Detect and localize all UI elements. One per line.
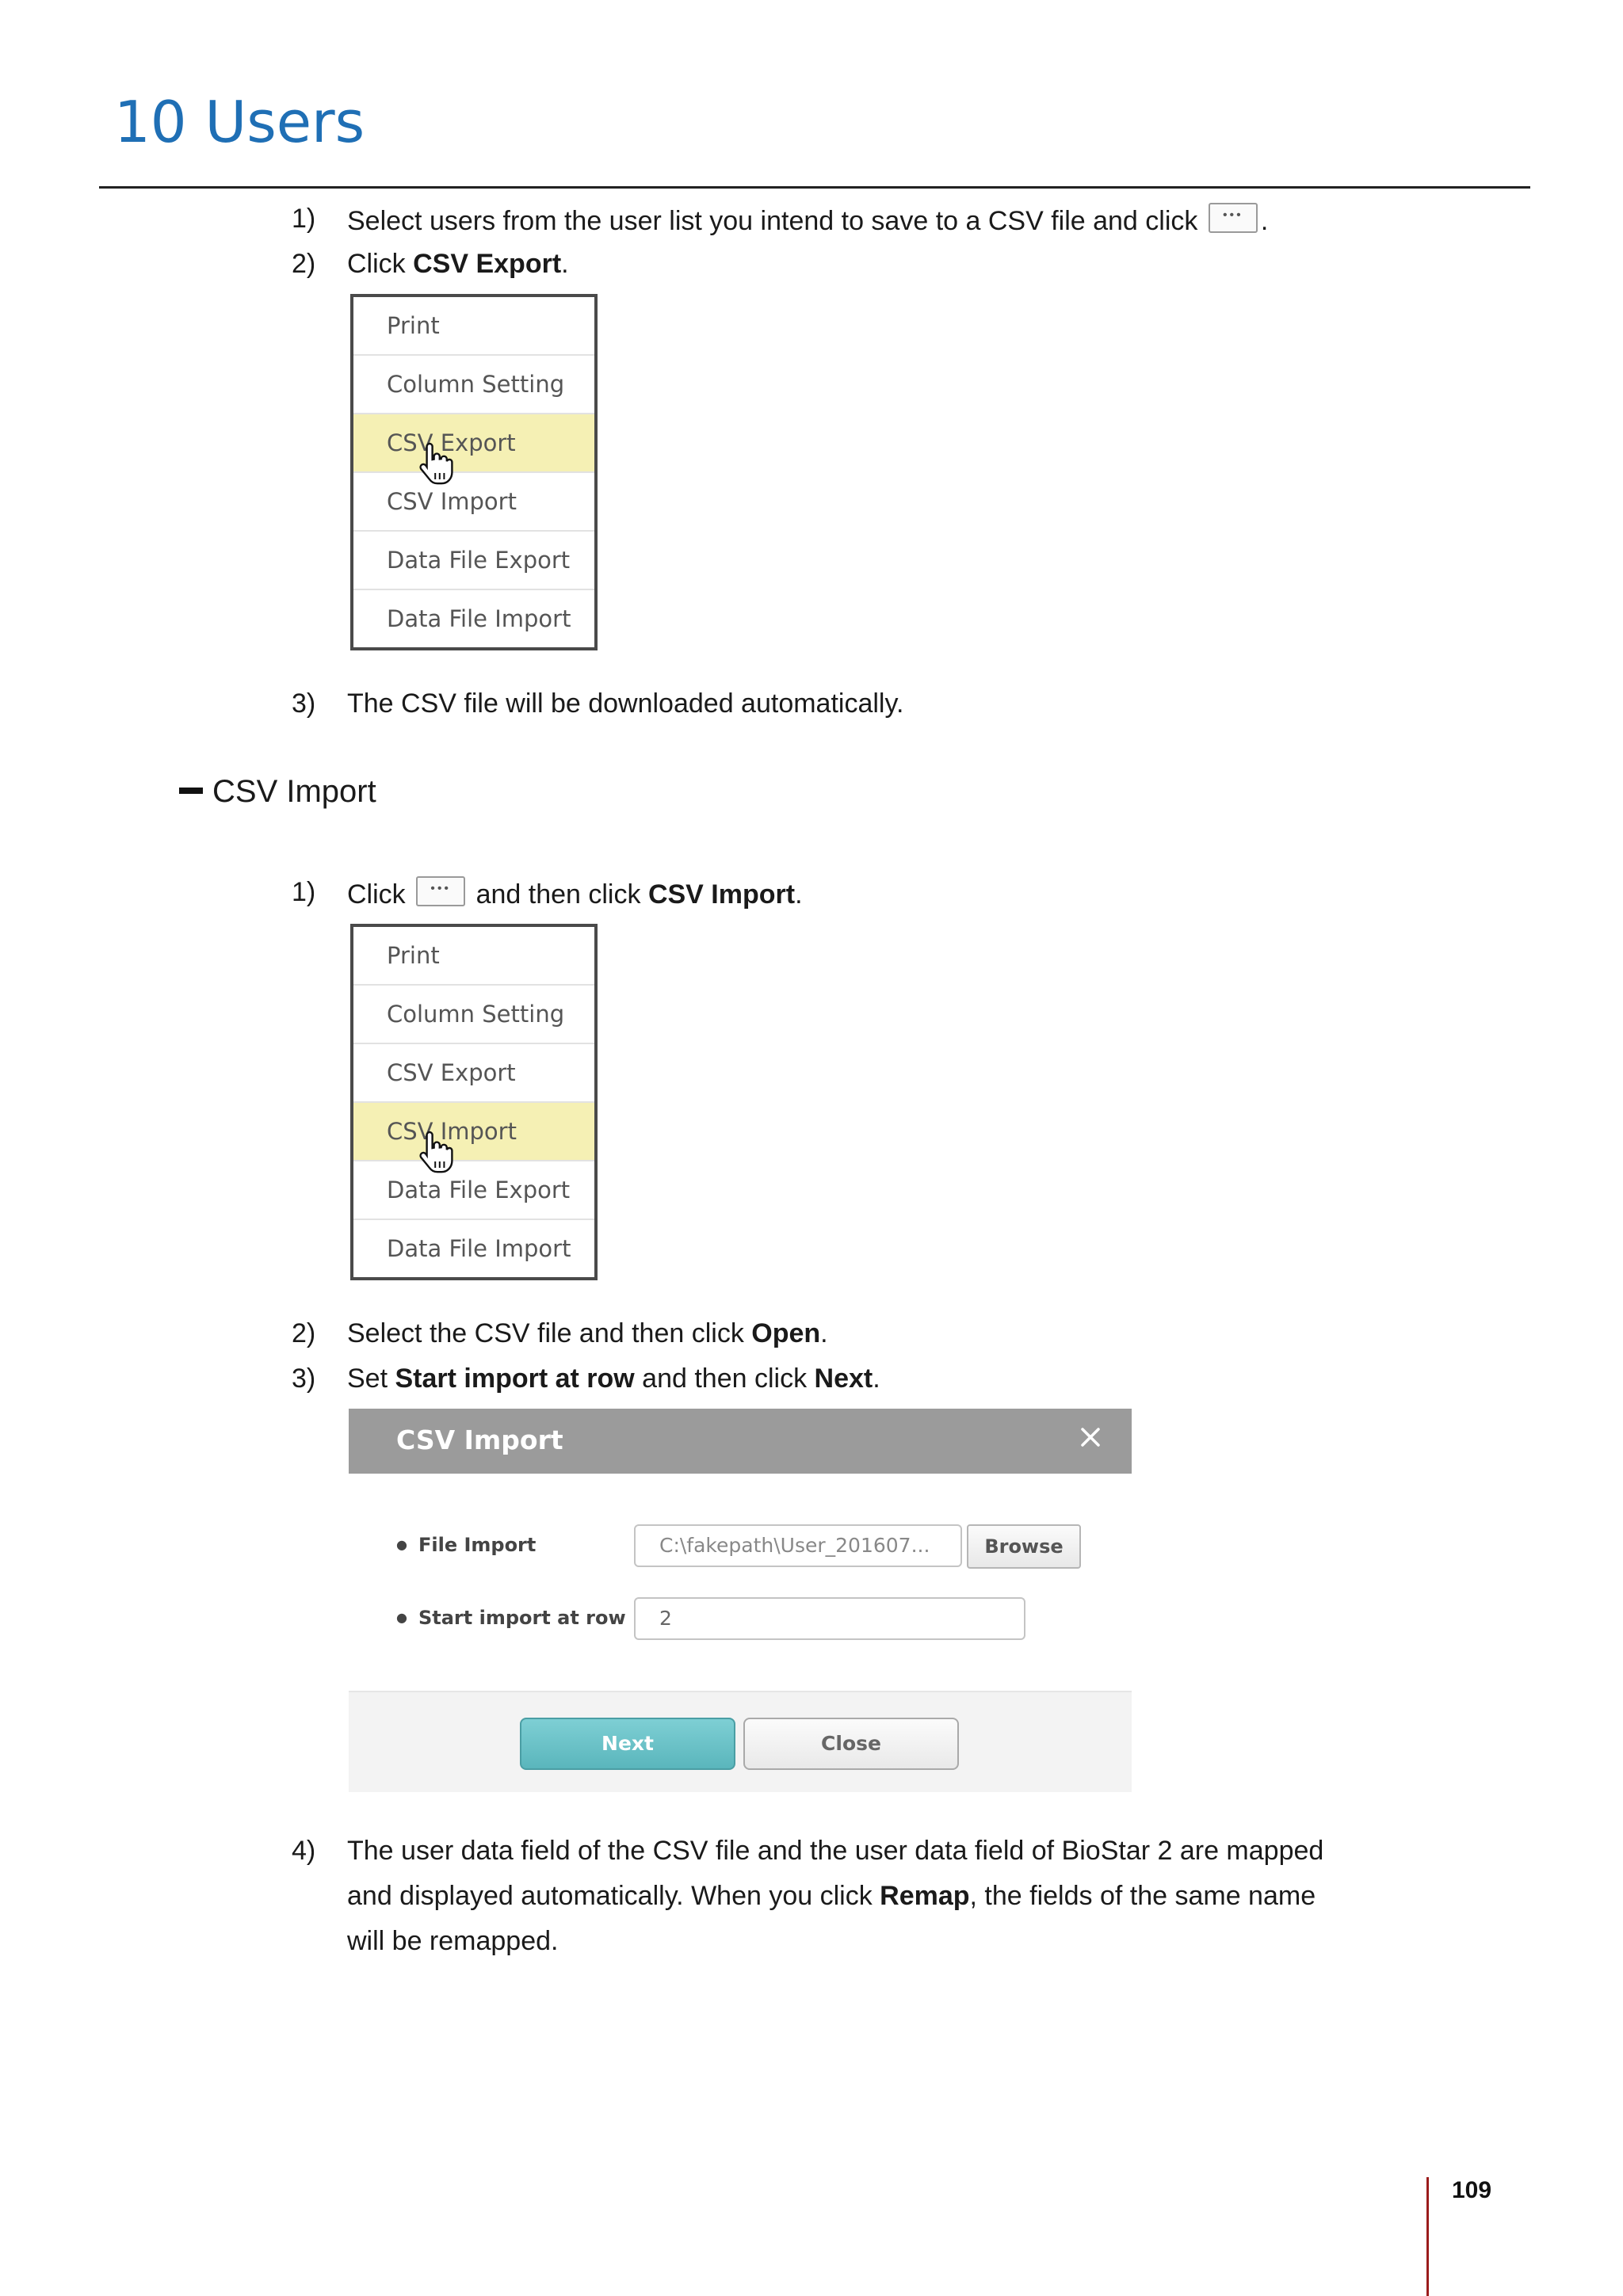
step-number: 3) (292, 688, 316, 719)
menu-item-data-file-export[interactable]: Data File Export (353, 1161, 594, 1220)
step-text: The user data field of the CSV file and the user data field of BioStar 2 are mapped and displayed automatically. When you click (347, 1836, 1324, 1911)
step-number: 4) (292, 1836, 316, 1866)
start-row-label: ● Start import at row (396, 1607, 626, 1629)
step-text: The CSV file will be downloaded automatically. (347, 688, 904, 719)
csv-import-dialog (349, 1409, 1132, 1791)
menu-item-column-setting[interactable]: Column Setting (353, 356, 594, 414)
step-bold: CSV Import (647, 879, 796, 910)
step-bold: Next (814, 1363, 873, 1394)
step-text: Select users from the user list you intend to save to a CSV file and click (347, 206, 1198, 236)
menu-item-data-file-import[interactable]: Data File Import (387, 1235, 571, 1262)
step-end: . (561, 249, 569, 279)
page-title: 10 Users (114, 89, 365, 155)
menu-item-csv-export[interactable] (353, 414, 594, 473)
step-text: Select the CSV file and then click (347, 1318, 752, 1348)
next-button[interactable]: Next (520, 1718, 735, 1770)
step-number: 3) (292, 1363, 316, 1394)
step-bold: Remap (880, 1881, 970, 1911)
step-end: . (820, 1318, 828, 1348)
page-number-rule (1426, 2177, 1429, 2296)
step-text: Click (347, 879, 406, 910)
file-import-field[interactable]: C:\fakepath\User_201607... (634, 1524, 962, 1567)
step-number: 1) (292, 204, 316, 234)
step-bold: Start import at row (395, 1363, 635, 1394)
step-bold: CSV Export (413, 249, 562, 279)
title-rule (99, 186, 1530, 189)
page-number: 109 (1452, 2177, 1492, 2203)
file-import-label: ● File Import (396, 1534, 537, 1556)
step-number: 1) (292, 877, 316, 907)
menu-item-csv-import[interactable]: CSV Import (353, 473, 594, 532)
step-number: 2) (292, 249, 316, 279)
step-end: . (795, 879, 803, 910)
step-text: and then click (475, 879, 648, 910)
close-button[interactable]: Close (743, 1718, 959, 1770)
more-dots-icon (1209, 203, 1258, 233)
section-title: CSV Import (212, 774, 376, 809)
menu-item-csv-import[interactable] (353, 1103, 594, 1161)
step-end: . (1260, 206, 1269, 236)
dialog-footer (349, 1691, 1132, 1792)
browse-button[interactable]: Browse (967, 1524, 1081, 1569)
menu-item-csv-export[interactable]: CSV Export (353, 1044, 594, 1103)
menu-item-data-file-export[interactable]: Data File Export (353, 532, 594, 590)
dialog-header (349, 1409, 1132, 1474)
step-end: . (873, 1363, 880, 1394)
step-number: 2) (292, 1318, 316, 1348)
menu-item-label: CSV Export (387, 429, 516, 456)
menu-item-print[interactable]: Print (353, 927, 594, 986)
close-x-icon[interactable] (1075, 1421, 1106, 1453)
more-menu-export (350, 294, 598, 650)
section-heading (179, 774, 376, 810)
step-text: and then click (634, 1363, 815, 1394)
step-end: , the fields of the same name will be remapped. (347, 1881, 1316, 1956)
menu-item-column-setting[interactable]: Column Setting (353, 986, 594, 1044)
more-dots-icon (416, 876, 465, 906)
step-text: Click (347, 249, 414, 279)
menu-item-data-file-import[interactable]: Data File Import (387, 605, 571, 632)
step-bold: Open (751, 1318, 821, 1348)
start-row-field[interactable]: 2 (634, 1597, 1025, 1640)
menu-item-label: CSV Import (387, 1118, 517, 1145)
section-bullet (179, 788, 203, 794)
step-text: Set (347, 1363, 395, 1394)
dialog-title: CSV Import (396, 1425, 563, 1455)
more-menu-import (350, 924, 598, 1280)
menu-item-print[interactable]: Print (353, 297, 594, 356)
